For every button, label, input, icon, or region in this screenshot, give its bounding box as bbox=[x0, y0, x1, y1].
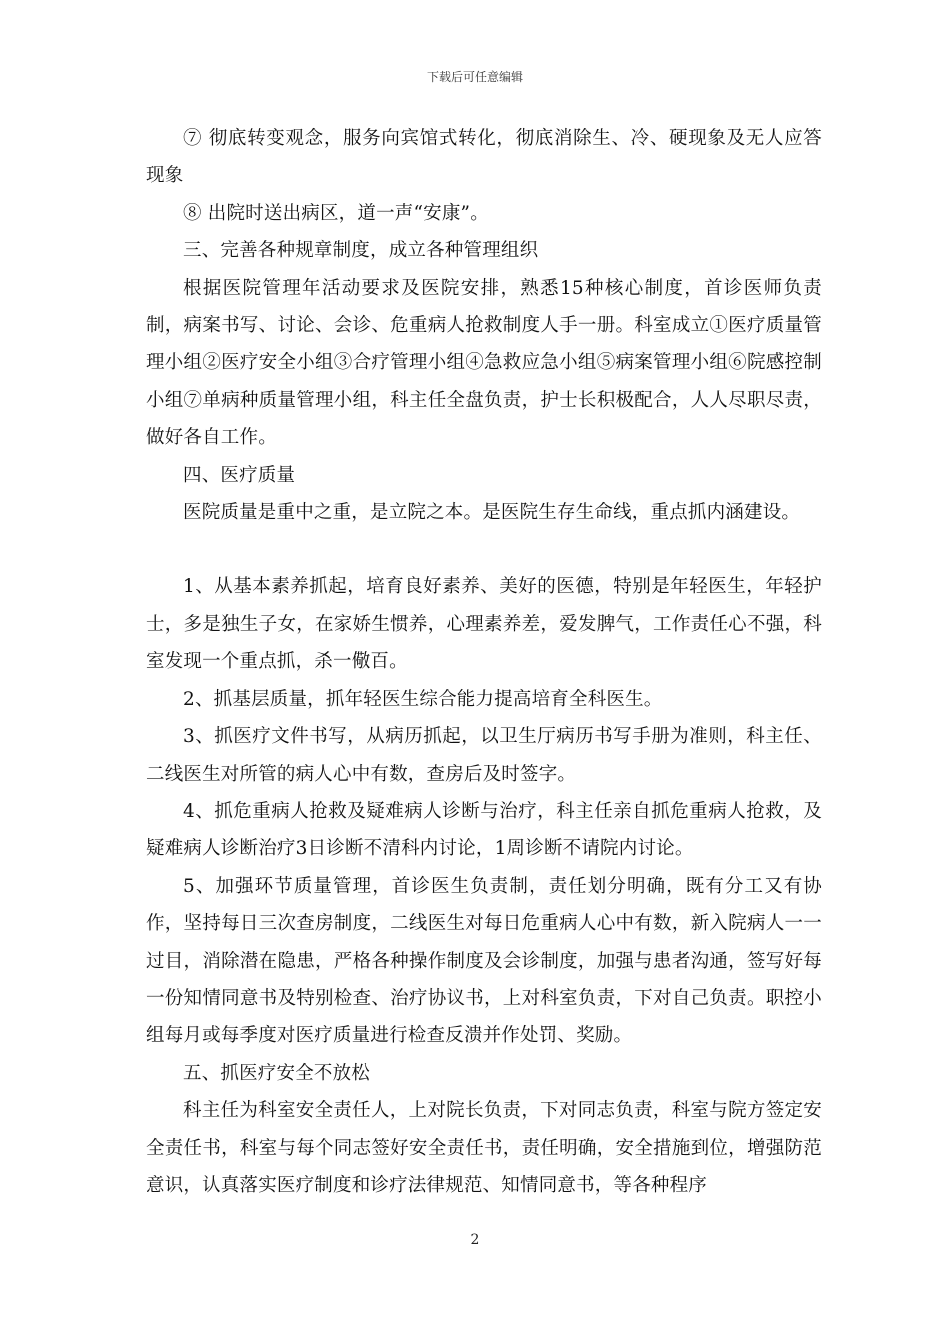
paragraph-safety: 科主任为科室安全责任人，上对院长负责，下对同志负责，科室与院方签定安全责任书，科室与每个同志签好安全责任书，责任明确，安全措施到位，增强防范意识，认真落实医疗制度和诊疗法律规范、知情同意书，等各种程序 bbox=[146, 1100, 822, 1196]
paragraph-item-8: ⑧ 出院时送出病区，道一声“安康”。 bbox=[183, 202, 489, 224]
section-heading-5: 五、抓医疗安全不放松 bbox=[183, 1062, 371, 1084]
document-body bbox=[146, 120, 822, 1204]
section-heading-4: 四、医疗质量 bbox=[183, 464, 296, 486]
page-number: 2 bbox=[470, 1232, 480, 1248]
page-header: 下载后可任意编辑 bbox=[426, 70, 523, 84]
paragraph-point-2: 2、抓基层质量，抓年轻医生综合能力提高培育全科医生。 bbox=[183, 688, 663, 710]
paragraph-point-5: 5、加强环节质量管理，首诊医生负责制，责任划分明确，既有分工又有协作，坚持每日三次查房制度，二线医生对每日危重病人心中有数，新入院病人一一过目，消除潜在隐患，严格各种操作制度及会诊制度，加强与患者沟通，签写好每一份知情同意书及特别检查、治疗协议书，上对科室负责，下对自己负责。职控小组每月或每季度对医疗质量进行检查反溃并作处罚、奖励。 bbox=[146, 875, 822, 1047]
paragraph-regulations: 根据医院管理年活动要求及医院安排，熟悉15种核心制度，首诊医师负责制，病案书写、讨论、会诊、危重病人抢救制度人手一册。科室成立①医疗质量管理小组②医疗安全小组③合疗管理小组④急救应急小组⑤病案管理小组⑥院感控制小组⑦单病种质量管理小组，科主任全盘负责，护士长积极配合，人人尽职尽责，做好各自工作。 bbox=[146, 277, 822, 449]
section-heading-3: 三、完善各种规章制度，成立各种管理组织 bbox=[183, 240, 539, 262]
paragraph-point-3: 3、抓医疗文件书写，从病历抓起，以卫生厅病历书写手册为准则，科主任、二线医生对所管的病人心中有数，查房后及时签字。 bbox=[146, 726, 822, 785]
paragraph-quality-intro: 医院质量是重中之重，是立院之本。是医院生存生命线，重点抓内涵建设。 bbox=[183, 502, 801, 524]
paragraph-item-7: ⑦ 彻底转变观念，服务向宾馆式转化，彻底消除生、冷、硬现象及无人应答现象 bbox=[146, 128, 822, 187]
paragraph-point-1: 1、从基本素养抓起，培育良好素养、美好的医德，特别是年轻医生，年轻护士，多是独生子女，在家娇生惯养，心理素养差，爱发脾气，工作责任心不强，科室发现一个重点抓，杀一儆百。 bbox=[146, 576, 822, 673]
paragraph-point-4: 4、抓危重病人抢救及疑难病人诊断与治疗，科主任亲自抓危重病人抢救，及疑难病人诊断治疗3日诊断不清科内讨论，1周诊断不请院内讨论。 bbox=[146, 800, 822, 860]
